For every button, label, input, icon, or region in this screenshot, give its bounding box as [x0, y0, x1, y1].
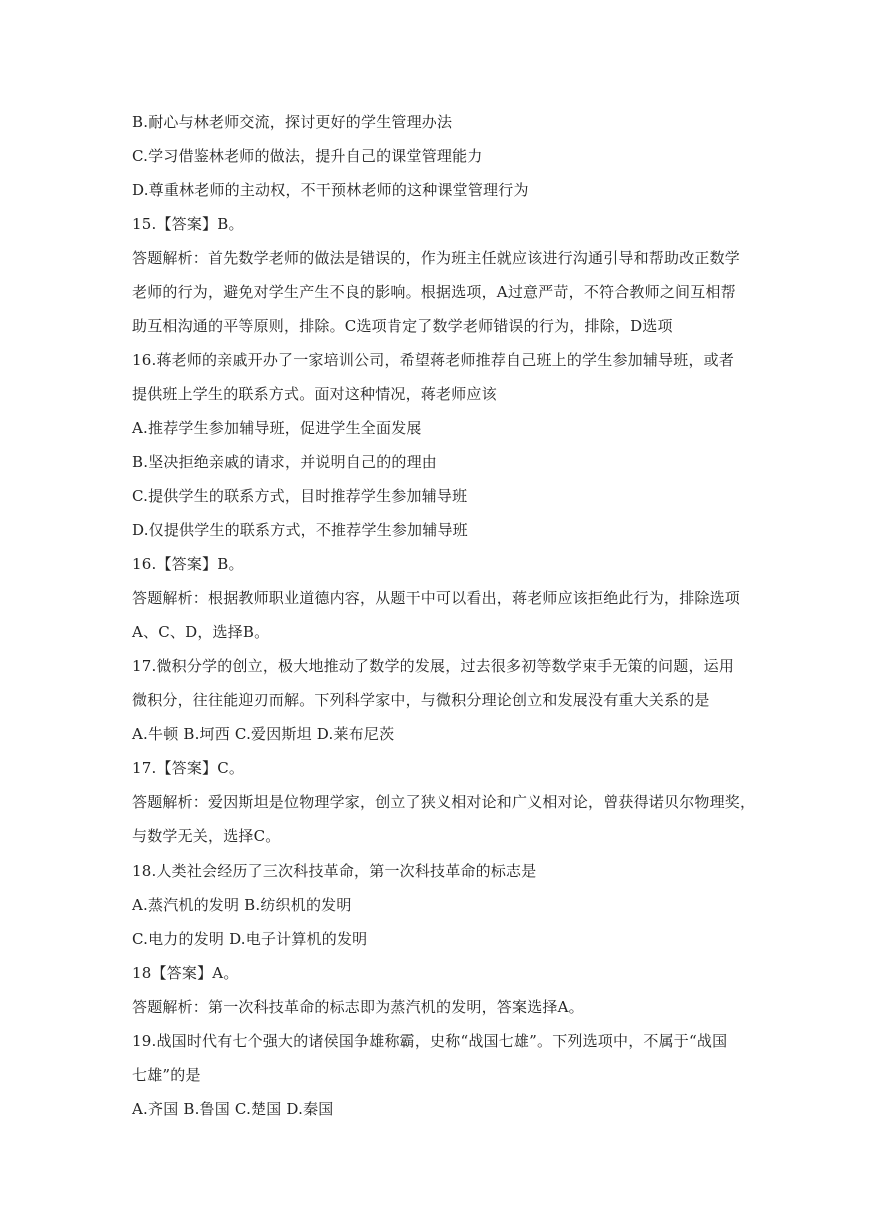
- question-16-option-d: D.仅提供学生的联系方式，不推荐学生参加辅导班: [132, 521, 468, 539]
- explanation-15-line-3: 助互相沟通的平等原则，排除。C选项肯定了数学老师错误的行为，排除，D选项: [132, 317, 673, 335]
- answer-18: 18【答案】A。: [132, 964, 239, 982]
- question-17-options: A.牛顿 B.坷西 C.爱因斯坦 D.莱布尼茨: [132, 725, 395, 743]
- question-19-options: A.齐国 B.鲁国 C.楚国 D.秦国: [132, 1100, 334, 1118]
- explanation-18: 答题解析：第一次科技革命的标志即为蒸汽机的发明，答案选择A。: [132, 998, 584, 1016]
- answer-17: 17.【答案】C。: [132, 759, 245, 777]
- explanation-17-line-1: 答题解析：爱因斯坦是位物理学家，创立了狭义相对论和广义相对论，曾获得诺贝尔物理奖，: [132, 793, 756, 811]
- question-16-option-a: A.推荐学生参加辅导班，促进学生全面发展: [132, 419, 422, 437]
- question-16-line-1: 16.蒋老师的亲戚开办了一家培训公司，希望蒋老师推荐自己班上的学生参加辅导班，或者: [132, 351, 735, 369]
- answer-16: 16.【答案】B。: [132, 555, 244, 573]
- explanation-16-line-1: 答题解析：根据教师职业道德内容，从题干中可以看出，蒋老师应该拒绝此行为，排除选项: [132, 589, 741, 607]
- question-19-line-1: 19.战国时代有七个强大的诸侯国争雄称霸，史称“战国七雄”。下列选项中，不属于“战国: [132, 1032, 728, 1050]
- question-18: 18.人类社会经历了三次科技革命，第一次科技革命的标志是: [132, 862, 537, 880]
- question-18-options-cd: C.电力的发明 D.电子计算机的发明: [132, 930, 368, 948]
- question-16-option-c: C.提供学生的联系方式，目时推荐学生参加辅导班: [132, 487, 468, 505]
- question-17-line-1: 17.微积分学的创立，极大地推动了数学的发展，过去很多初等数学束手无策的问题，运用: [132, 657, 735, 675]
- explanation-15-line-1: 答题解析：首先数学老师的做法是错误的，作为班主任就应该进行沟通引导和帮助改正数学: [132, 249, 741, 267]
- question-16-option-b: B.坚决拒绝亲戚的请求，并说明自己的的理由: [132, 453, 437, 471]
- question-16-line-2: 提供班上学生的联系方式。面对这种情况，蒋老师应该: [132, 385, 497, 403]
- explanation-17-line-2: 与数学无关，选择C。: [132, 827, 281, 845]
- explanation-16-line-2: A、C、D，选择B。: [132, 623, 270, 641]
- explanation-15-line-2: 老师的行为，避免对学生产生不良的影响。根据选项，A过意严苛，不符合教师之间互相帮: [132, 283, 736, 301]
- question-17-line-2: 微积分，往往能迎刃而解。下列科学家中，与微积分理论创立和发展没有重大关系的是: [132, 691, 710, 709]
- question-18-options-ab: A.蒸汽机的发明 B.纺织机的发明: [132, 896, 352, 914]
- question-19-line-2: 七雄”的是: [132, 1066, 201, 1084]
- option-b-line: B.耐心与林老师交流，探讨更好的学生管理办法: [132, 113, 453, 131]
- answer-15: 15.【答案】B。: [132, 215, 244, 233]
- option-d-line: D.尊重林老师的主动权，不干预林老师的这种课堂管理行为: [132, 181, 529, 199]
- option-c-line: C.学习借鉴林老师的做法，提升自己的课堂管理能力: [132, 147, 483, 165]
